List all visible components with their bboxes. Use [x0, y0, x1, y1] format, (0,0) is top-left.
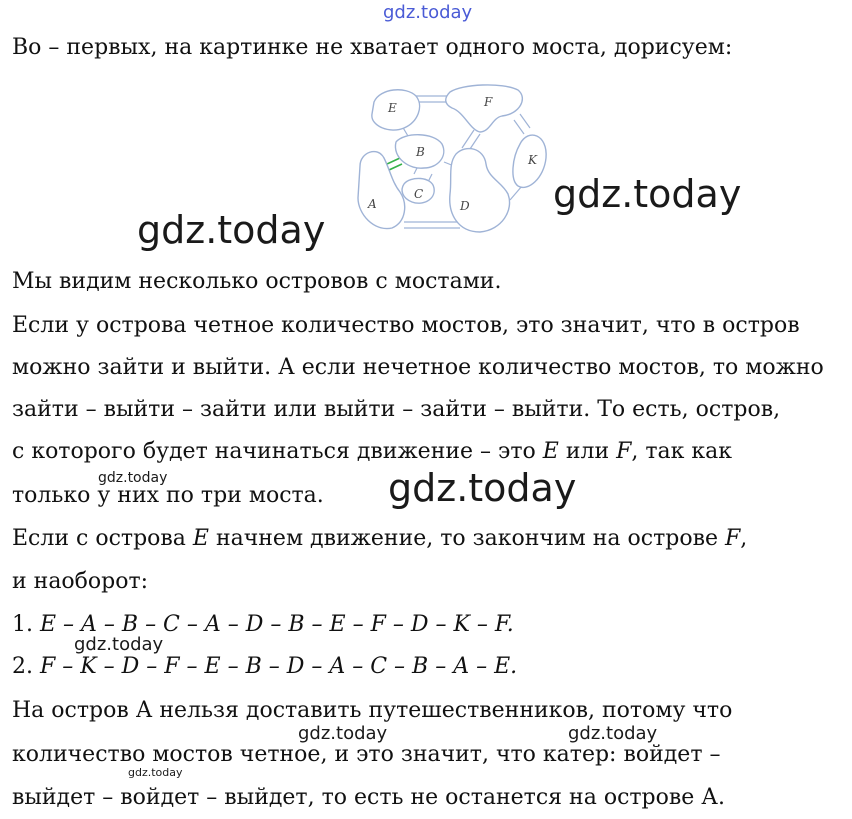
text-line-6-f: F — [616, 439, 632, 464]
text-line-1: Во – первых, на картинке не хватает одного моста, дорисуем: — [12, 35, 733, 60]
text-line-8-f: F — [724, 526, 741, 551]
watermark-small-4: gdz.today — [568, 723, 658, 744]
path-1-sequence: E – A – B – C – A – D – B – E – F – D – K – F. — [39, 612, 514, 637]
watermark-small-3: gdz.today — [298, 723, 388, 744]
text-line-6-e: E — [542, 439, 559, 464]
text-line-6-part-c: , так как — [631, 439, 733, 464]
island-label-d: D — [460, 199, 470, 213]
islands-diagram — [352, 82, 552, 240]
text-line-8-e: E — [192, 526, 209, 551]
island-d — [450, 149, 510, 232]
text-line-6-part-a: с которого будет начинаться движение – это — [12, 439, 543, 464]
text-line-13: количество мостов четное, и это значит, что катер: войдет – — [12, 742, 721, 767]
island-label-k: K — [528, 153, 537, 167]
text-line-14: выйдет – войдет – выйдет, то есть не останется на острове А. — [12, 785, 725, 810]
island-label-f: F — [484, 95, 493, 109]
text-line-8-part-a: Если с острова — [12, 526, 193, 551]
watermark-small-2: gdz.today — [74, 634, 164, 655]
island-label-c: C — [414, 187, 424, 201]
watermark-tiny: gdz.today — [128, 766, 183, 779]
text-line-7: только у них по три моста. — [12, 483, 324, 508]
text-line-4: можно зайти и выйти. А если нечетное количество мостов, то можно — [12, 355, 824, 380]
path-line-1 — [12, 611, 514, 639]
island-label-a: A — [368, 197, 377, 211]
path-line-2 — [12, 653, 517, 681]
bridge-f-k-1 — [520, 114, 530, 128]
text-line-3: Если у острова четное количество мостов, это значит, что в остров — [12, 313, 800, 338]
text-line-8-part-b: начнем движение, то закончим на острове — [208, 526, 725, 551]
watermark-middle: gdz.today — [388, 466, 577, 510]
path-1-number: 1. — [12, 612, 40, 637]
text-line-6-part-b: или — [558, 439, 617, 464]
islands-svg — [352, 82, 552, 240]
island-a — [358, 152, 405, 229]
watermark-top: gdz.today — [383, 2, 473, 23]
text-line-5: зайти – выйти – зайти или выйти – зайти – выйти. То есть, остров, — [12, 397, 781, 422]
island-label-e: E — [388, 101, 397, 115]
bridge-f-k-2 — [514, 120, 524, 134]
text-line-9: и наоборот: — [12, 569, 149, 594]
text-line-2: Мы видим несколько островов с мостами. — [12, 269, 502, 294]
path-2-sequence: F – K – D – F – E – B – D – A – C – B – A – E. — [39, 654, 518, 679]
path-2-number: 2. — [12, 654, 40, 679]
watermark-left: gdz.today — [137, 208, 326, 252]
island-label-b: B — [416, 145, 425, 159]
text-line-8 — [12, 525, 747, 553]
text-line-8-part-c: , — [740, 526, 748, 551]
watermark-right: gdz.today — [553, 172, 742, 216]
bridge-d-k — [510, 186, 522, 200]
text-line-6 — [12, 438, 732, 466]
text-line-12: На остров А нельзя доставить путешественников, потому что — [12, 698, 733, 723]
watermark-small-1: gdz.today — [98, 470, 168, 486]
